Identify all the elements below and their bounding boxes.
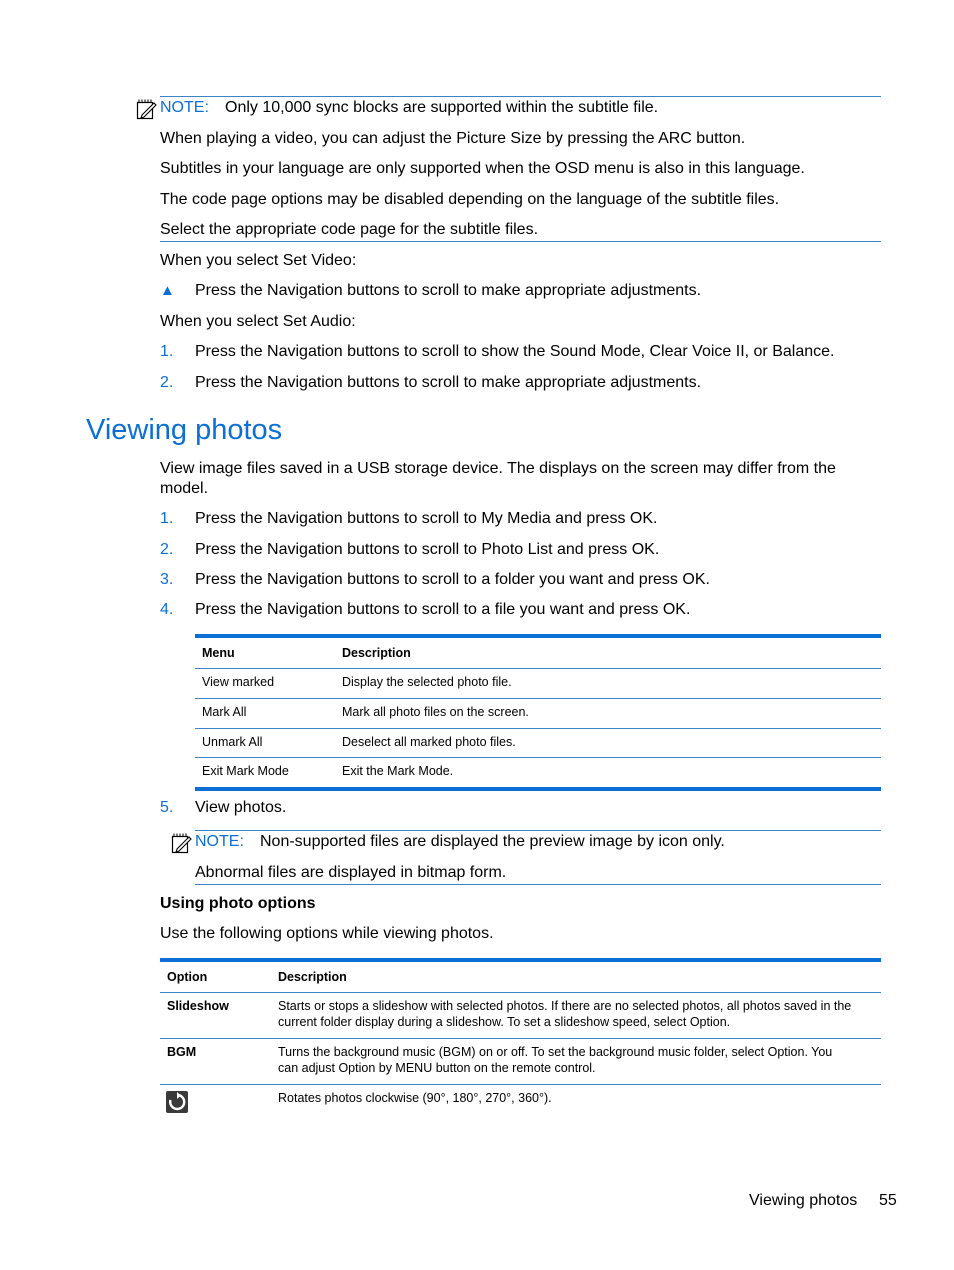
note-top-rule	[160, 96, 881, 97]
note-text: When playing a video, you can adjust the Picture Size by pressing the ARC button.	[160, 130, 746, 147]
table-header: Description	[342, 646, 411, 660]
step-number: 2.	[160, 541, 174, 558]
note-text: Subtitles in your language are only supported when the OSD menu is also in this language.	[160, 160, 805, 177]
step-text: Press the Navigation buttons to scroll to My Media and press OK.	[195, 510, 658, 527]
subsection-intro: Use the following options while viewing photos.	[160, 925, 494, 942]
table-cell: View marked	[202, 675, 275, 689]
step-number: 5.	[160, 799, 174, 816]
set-video-intro: When you select Set Video:	[160, 252, 357, 269]
option-desc: Starts or stops a slideshow with selected photos. If there are no selected photos, all photos saved in the	[278, 999, 852, 1013]
footer-section-name: Viewing photos	[749, 1192, 858, 1209]
note-icon	[136, 98, 158, 120]
step-text: View photos.	[195, 799, 287, 816]
note-text: Abnormal files are displayed in bitmap form.	[195, 864, 507, 881]
table-rule	[195, 698, 881, 699]
step-text: Press the Navigation buttons to scroll to show the Sound Mode, Clear Voice II, or Balance.	[195, 343, 835, 360]
note-text: The code page options may be disabled depending on the language of the subtitle files.	[160, 191, 780, 208]
section-intro: View image files saved in a USB storage device. The displays on the screen may differ from the	[160, 460, 836, 477]
note-text: Only 10,000 sync blocks are supported within the subtitle file.	[225, 99, 659, 116]
note-text: Select the appropriate code page for the subtitle files.	[160, 221, 539, 238]
option-desc: Rotates photos clockwise (90°, 180°, 270°, 360°).	[278, 1091, 552, 1105]
step-text: Press the Navigation buttons to scroll to Photo List and press OK.	[195, 541, 660, 558]
step-text: Press the Navigation buttons to scroll to a file you want and press OK.	[195, 601, 691, 618]
table-rule	[160, 992, 881, 993]
table-rule	[195, 757, 881, 758]
step-number: 3.	[160, 571, 174, 588]
bullet-text: Press the Navigation buttons to scroll to make appropriate adjustments.	[195, 282, 702, 299]
table-rule	[160, 1084, 881, 1085]
note-bottom-rule	[160, 241, 881, 242]
step-number: 1.	[160, 343, 174, 360]
step-number: 1.	[160, 510, 174, 527]
step-text: Press the Navigation buttons to scroll to a folder you want and press OK.	[195, 571, 710, 588]
table-cell: Display the selected photo file.	[342, 675, 512, 689]
table-cell: Deselect all marked photo files.	[342, 735, 516, 749]
option-name: Slideshow	[167, 999, 229, 1013]
step-text: Press the Navigation buttons to scroll to make appropriate adjustments.	[195, 374, 702, 391]
table-rule	[160, 1038, 881, 1039]
note-text: Non-supported files are displayed the preview image by icon only.	[260, 833, 725, 850]
table-cell: Unmark All	[202, 735, 263, 749]
table-cell: Mark all photo files on the screen.	[342, 705, 529, 719]
step-number: 4.	[160, 601, 174, 618]
option-desc: current folder display during a slideshow. To set a slideshow speed, select Option.	[278, 1015, 731, 1029]
step-number: 2.	[160, 374, 174, 391]
table-rule	[195, 668, 881, 669]
section-intro: model.	[160, 480, 209, 497]
table-header: Menu	[202, 646, 235, 660]
note-bottom-rule	[195, 884, 881, 885]
note-top-rule	[195, 830, 881, 831]
table-header: Description	[278, 970, 347, 984]
note-icon	[171, 832, 193, 854]
option-desc: can adjust Option by MENU button on the remote control.	[278, 1061, 596, 1075]
option-name: BGM	[167, 1045, 197, 1059]
subsection-heading: Using photo options	[160, 895, 316, 912]
section-title: Viewing photos	[86, 414, 283, 446]
note-label: NOTE:	[195, 833, 244, 850]
triangle-bullet-icon: ▲	[160, 282, 175, 299]
table-top-rule	[160, 958, 881, 962]
table-top-rule	[195, 634, 881, 638]
note-label: NOTE:	[160, 99, 209, 116]
table-cell: Exit Mark Mode	[202, 764, 289, 778]
table-cell: Mark All	[202, 705, 247, 719]
table-rule	[195, 728, 881, 729]
page-number: 55	[879, 1192, 897, 1209]
table-bottom-rule	[195, 787, 881, 791]
set-audio-intro: When you select Set Audio:	[160, 313, 356, 330]
rotate-clockwise-icon	[166, 1091, 188, 1113]
table-header: Option	[167, 970, 208, 984]
option-desc: Turns the background music (BGM) on or off. To set the background music folder, select Option. You	[278, 1045, 833, 1059]
table-cell: Exit the Mark Mode.	[342, 764, 454, 778]
